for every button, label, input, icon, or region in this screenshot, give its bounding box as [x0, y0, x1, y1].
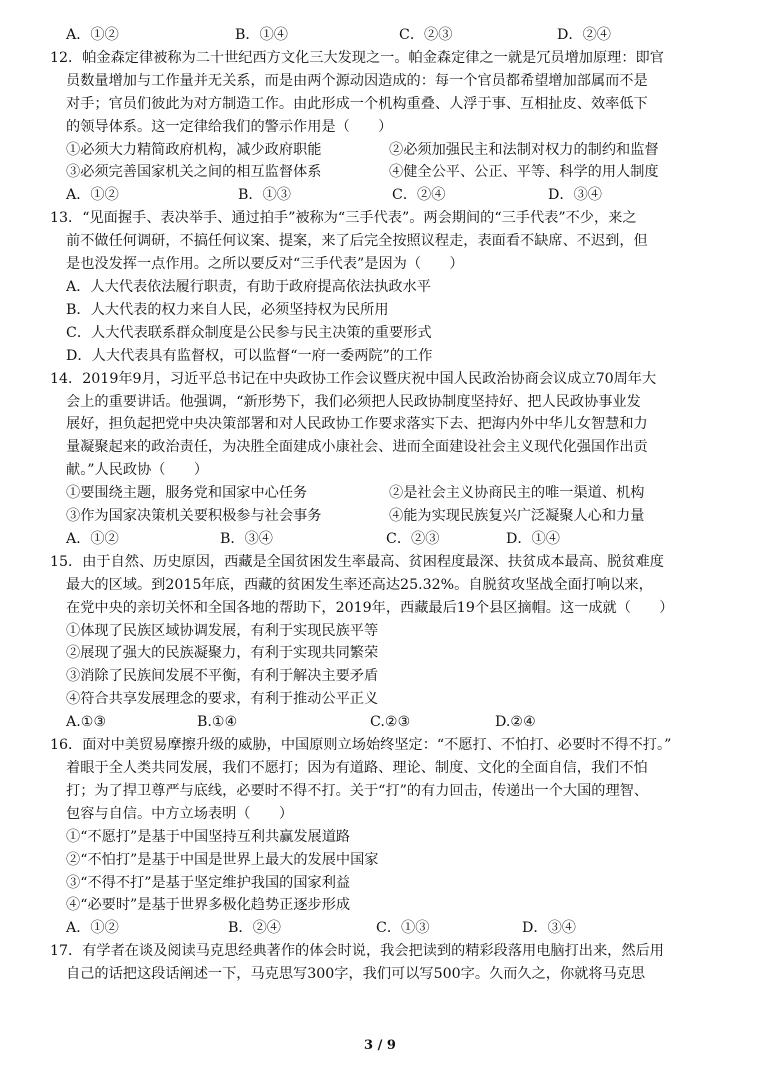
question-text: 自己的话把这段话阐述一下，马克思写300字，我们可以写500字。久而久之，你就将马克思 — [66, 966, 646, 983]
option: C．②③ — [386, 530, 440, 547]
q15-options — [66, 711, 712, 734]
question-text: 员数量增加与工作量并无关系，而是由两个源动因造成的：每一个官员都希望增加部属而不是 — [66, 72, 648, 89]
question-text: 13．“见面握手、表决举手、通过拍手”被称为“三手代表”。两会期间的“三手代表”不少，来之 — [50, 210, 637, 227]
question-text: 12．帕金森定律被称为二十世纪西方文化三大发现之一。帕金森定律之一就是冗员增加原理：即官 — [50, 49, 664, 66]
question-text: 在党中央的亲切关怀和全国各地的帮助下，2019年，西藏最后19个县区摘帽。这一成就（ ） — [66, 599, 674, 616]
statement-item: ②是社会主义协商民主的唯一渠道、机构 — [389, 485, 645, 502]
option: B．②④ — [228, 920, 281, 937]
option: C．②③ — [399, 27, 453, 43]
statement-item: ②“不怕打”是基于中国是世界上最大的发展中国家 — [66, 851, 379, 868]
option: B.①④ — [197, 714, 238, 731]
option: D．③④ — [548, 187, 602, 204]
question-15 — [50, 551, 712, 620]
question-text: 展好，担负起把党中央决策部署和对人民政协工作要求落实下去、把海内外中华儿女智慧和力 — [66, 416, 648, 433]
option: A.①③ — [66, 714, 107, 731]
page-number: 3 / 9 — [364, 1038, 396, 1053]
question-text: 17．有学者在谈及阅读马克思经典著作的体会时说，我会把读到的精彩段落用电脑打出来，然后用 — [50, 943, 664, 960]
statement-item: ②必须加强民主和法制对权力的制约和监督 — [389, 141, 659, 158]
option: D.②④ — [495, 714, 536, 731]
statement-item: ④符合共享发展理念的要求，有利于推动公平正义 — [66, 691, 379, 708]
option: C．②④ — [392, 187, 446, 204]
statement-item: ③“不得不打”是基于坚定维护我国的国家利益 — [66, 874, 351, 891]
question-text: 着眼于全人类共同发展，我们不愿打；因为有道路、理论、制度、文化的全面自信，我们不怕 — [66, 760, 648, 776]
q12-items — [66, 139, 712, 162]
statement-item: ①要围绕主题，服务党和国家中心任务 — [66, 485, 308, 502]
statement-item: ③作为国家决策机关要积极参与社会事务 — [66, 508, 322, 525]
option: B．③④ — [220, 530, 273, 547]
option: C.②③ — [370, 714, 411, 731]
question-text: 包容与自信。中方立场表明（ ） — [66, 805, 294, 822]
question-text: 16．面对中美贸易摩擦升级的威胁，中国原则立场始终坚定：“不愿打、不怕打、必要时不得不打。” — [50, 737, 672, 754]
question-text: 打；为了捍卫尊严与底线，必要时不得不打。关于“打”的有力回击，传递出一个大国的理智、 — [66, 782, 649, 799]
option: A．①② — [66, 530, 119, 547]
question-13 — [50, 207, 712, 276]
option: D．③④ — [522, 920, 576, 937]
q16-options — [66, 917, 712, 940]
q14-items — [66, 482, 712, 505]
statement-item: ①体现了民族区域协调发展，有利于实现民族平等 — [66, 622, 379, 639]
question-text: 是也没发挥一点作用。之所以要反对“三手代表”是因为（ ） — [66, 256, 464, 273]
option: C．①③ — [376, 920, 430, 937]
statement-item: ①必须大力精简政府机构，减少政府职能 — [66, 141, 322, 158]
question-text: 献。”人民政协（ ） — [66, 462, 209, 479]
statement-item: ④能为实现民族复兴广泛凝聚人心和力量 — [389, 508, 645, 525]
option: D．①④ — [506, 530, 560, 547]
question-14 — [50, 368, 712, 483]
option: C．人大代表联系群众制度是公民参与民主决策的重要形式 — [66, 324, 432, 341]
question-text: 量凝聚起来的政治责任，为决胜全面建成小康社会、进而全面建设社会主义现代化强国作出贡 — [66, 439, 648, 456]
question-text: 前不做任何调研，不搞任何议案、提案，来了后完全按照议程走，表面看不缺席、不迟到，但 — [66, 233, 648, 250]
question-text: 会上的重要讲话。他强调，“新形势下，我们必须把人民政协制度坚持好、把人民政协事业发 — [66, 393, 641, 410]
option: D．人大代表具有监督权，可以监督“一府一委两院”的工作 — [66, 347, 433, 364]
option: A．①② — [66, 187, 119, 204]
option: B．①③ — [238, 187, 291, 204]
statement-item: ①“不愿打”是基于中国坚持互利共赢发展道路 — [66, 828, 351, 845]
statement-item: ③必须完善国家机关之间的相互监督体系 — [66, 164, 322, 181]
q14-items — [66, 505, 712, 528]
question-17 — [50, 940, 712, 986]
q12-options — [66, 184, 712, 207]
statement-item: ④健全公平、公正、平等、科学的用人制度 — [389, 164, 659, 181]
question-text: 的领导体系。这一定律给我们的警示作用是（ ） — [66, 118, 393, 135]
statement-item: ②展现了强大的民族凝聚力，有利于实现共同繁荣 — [66, 645, 379, 662]
q12-items — [66, 161, 712, 184]
statement-item: ③消除了民族间发展不平衡，有利于解决主要矛盾 — [66, 668, 379, 685]
question-text: 14．2019年9月，习近平总书记在中央政协工作会议暨庆祝中国人民政治协商会议成立70周年大 — [50, 370, 657, 387]
option: B．人大代表的权力来自人民，必须坚持权为民所用 — [66, 301, 389, 318]
q11-options — [66, 24, 712, 47]
statement-item: ④“必要时”是基于世界多极化趋势正逐步形成 — [66, 897, 351, 914]
question-12 — [50, 47, 712, 139]
option: A．①② — [66, 920, 119, 937]
question-text: 最大的区域。到2015年底，西藏的贫困发生率还高达25.32%。自脱贫攻坚战全面打响以来， — [66, 576, 653, 593]
option: A．人大代表依法履行职责，有助于政府提高依法执政水平 — [66, 278, 431, 295]
option: D．②④ — [557, 27, 611, 43]
question-16 — [50, 734, 712, 826]
question-text: 对手；官员们彼此为对方制造工作。由此形成一个机构重叠、人浮于事、互相扯皮、效率低下 — [66, 95, 648, 112]
q14-options — [66, 528, 712, 551]
option: B．①④ — [235, 27, 288, 43]
option: A．①② — [66, 27, 119, 43]
question-text: 15．由于自然、历史原因，西藏是全国贫困发生率最高、贫困程度最深、扶贫成本最高、脱贫难度 — [50, 553, 664, 570]
